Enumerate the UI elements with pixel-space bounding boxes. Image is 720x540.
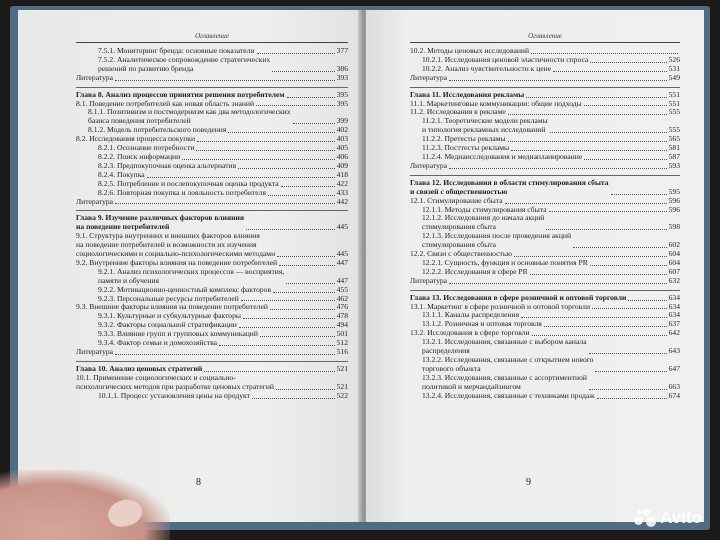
toc-entry-title: Глава 13. Исследования в сфере розничной и оптовой торговли: [410, 292, 627, 302]
toc-entry-title: Литература: [76, 72, 114, 82]
toc-entry-title: Глава 8. Анализ процессов принятия решения потребителем: [76, 89, 285, 99]
leader-dots: [281, 186, 335, 187]
toc-entry-title: 8.1. Поведение потребителей как новая область знаний: [76, 98, 255, 108]
toc-page-number: 478: [336, 311, 348, 321]
toc-entry: [410, 338, 680, 356]
toc-page-number: 447: [336, 275, 348, 285]
toc-entry: [410, 117, 680, 135]
toc-page-number: 634: [668, 301, 680, 311]
toc-entry-title: 13.1.1. Каналы распределения: [422, 310, 520, 320]
toc-page-number: 642: [668, 328, 680, 338]
toc-entry-title: 9.3. Внешние факторы влияния на поведение потребителей: [76, 302, 268, 312]
toc-entry: [76, 108, 348, 126]
toc-page-number: 593: [668, 160, 680, 170]
toc-page-number: 445: [336, 222, 348, 232]
toc-entry-title: 8.2. Исследования процесса покупки: [76, 134, 196, 144]
toc-entry: [410, 268, 680, 277]
toc-page-number: 494: [336, 320, 348, 330]
toc-entry: [410, 162, 680, 171]
leader-dots: [526, 97, 666, 98]
leader-dots: [287, 97, 335, 98]
leader-dots: [197, 141, 335, 142]
toc-page-number: 555: [668, 107, 680, 117]
toc-entry-title: 12.2. Связи с общественностью: [410, 249, 512, 259]
toc-page-number: 406: [336, 151, 348, 161]
toc-entry: [76, 339, 348, 348]
leader-dots: [521, 317, 667, 318]
toc-page-number: 377: [336, 46, 348, 55]
toc-page-number: 442: [336, 196, 348, 206]
toc-page-number: 565: [668, 134, 680, 144]
toc-entry-title: Глава 9. Изучение различных факторов влияния на поведение потребителей: [76, 213, 244, 232]
toc-page-number: 604: [668, 249, 680, 259]
toc-page-number: 551: [668, 98, 680, 108]
section-divider: [76, 210, 348, 211]
toc-entry-title: 8.1.2. Модель потребительского поведения: [88, 125, 227, 135]
toc-entry: [410, 277, 680, 286]
toc-entry-title: 13.2.1. Исследования, связанные с выбором канала распределения: [422, 337, 587, 356]
right-page: [366, 10, 704, 522]
leader-dots: [590, 62, 666, 63]
leader-dots: [293, 123, 335, 124]
leader-dots: [239, 327, 335, 328]
toc-entry-title: 9.2. Внутренние факторы влияния на поведение потребителей: [76, 257, 278, 267]
page-number: 9: [526, 477, 531, 488]
toc-entry: [410, 65, 680, 74]
toc-page-number: 647: [668, 363, 680, 373]
leader-dots: [530, 274, 667, 275]
toc-entry-title: 11.2. Исследования в рекламе: [410, 107, 506, 117]
toc-entry: [410, 356, 680, 374]
leader-dots: [243, 318, 335, 319]
toc-entry-title: Глава 10. Анализ ценовых стратегий: [76, 363, 203, 373]
toc-page-number: 501: [336, 329, 348, 339]
toc-entry-title: Литература: [76, 196, 114, 206]
toc-list: [76, 47, 348, 401]
toc-entry-title: 13.1. Маркетинг в сфере розничной и оптовой торговли: [410, 301, 591, 311]
toc-entry-title: 13.2. Исследования в сфере торговли: [410, 328, 530, 338]
leader-dots: [595, 371, 666, 372]
leader-dots: [115, 354, 335, 355]
toc-entry: [76, 56, 348, 74]
toc-page-number: 602: [668, 240, 680, 250]
leader-dots: [257, 53, 335, 54]
watermark: [634, 508, 702, 528]
leader-dots: [268, 195, 335, 196]
section-divider: [410, 87, 680, 88]
leader-dots: [270, 309, 335, 310]
leader-dots: [589, 353, 667, 354]
toc-entry-title: 9.1. Структура внутренних и внешних факторов влияния на поведение потребителей и возможности их изучения социологическими и социально-психологическими методами: [76, 231, 276, 259]
toc-entry: [76, 392, 348, 401]
toc-page-number: 531: [668, 63, 680, 73]
leader-dots: [273, 292, 335, 293]
leader-dots: [228, 132, 334, 133]
toc-entry-title: 12.1.3. Исследования после проведения акций стимулирования сбыта: [422, 231, 572, 250]
toc-chapter-heading: [76, 214, 348, 232]
toc-page-number: 403: [336, 134, 348, 144]
toc-entry-title: 12.2.2. Исследования в сфере PR: [422, 266, 528, 276]
toc-entry-title: 8.2.1. Осознание потребности: [98, 143, 195, 153]
toc-entry-title: 11.2.1. Теоретические модели рекламы и типология рекламных исследований: [422, 116, 548, 135]
leader-dots: [544, 326, 667, 327]
toc-entry: [76, 189, 348, 198]
toc-page-number: 551: [668, 89, 680, 99]
leader-dots: [573, 247, 667, 248]
running-head: Оглавление: [410, 32, 680, 43]
toc-page-number: 422: [336, 178, 348, 188]
toc-entry-title: 8.1.1. Позитивизм и постмодернизм как два методологических базиса поведения потребителей: [88, 107, 291, 126]
toc-entry: [76, 268, 348, 286]
toc-entry: [76, 348, 348, 357]
leader-dots: [505, 203, 667, 204]
toc-entry-title: 8.2.3. Предпокупочная оценка альтернатив: [98, 160, 237, 170]
toc-entry-title: 9.2.3. Персональные ресурсы потребителей: [98, 293, 239, 303]
leader-dots: [514, 256, 667, 257]
toc-page-number: 521: [336, 381, 348, 391]
toc-page-number: 674: [668, 390, 680, 400]
toc-entry-title: 10.2.2. Анализ чувствительности к цене: [422, 63, 552, 73]
toc-entry-title: 12.1. Стимулирование сбыта: [410, 195, 503, 205]
section-divider: [410, 290, 680, 291]
toc-page-number: 395: [336, 98, 348, 108]
leader-dots: [546, 229, 666, 230]
leader-dots: [276, 389, 335, 390]
toc-page-number: 409: [336, 160, 348, 170]
toc-entry: [76, 232, 348, 259]
leader-dots: [550, 132, 667, 133]
toc-page-number: 405: [336, 143, 348, 153]
toc-entry-title: 9.3.4. Фактор семьи и домохозяйства: [98, 338, 218, 348]
toc-entry-title: 10.1. Применение социологических и социально- психологических методов при разработке ценовых стратегий: [76, 372, 274, 391]
toc-page-number: 607: [668, 266, 680, 276]
toc-entry-title: 11.2.2. Претесты рекламы: [422, 134, 506, 144]
leader-dots: [279, 265, 334, 266]
running-head: Оглавление: [76, 32, 348, 43]
finger: [0, 470, 170, 540]
toc-entry-title: 9.2.2. Мотивационно-ценностный комплекс факторов: [98, 284, 272, 294]
toc-page-number: 526: [668, 54, 680, 64]
leader-dots: [508, 114, 667, 115]
leader-dots: [182, 159, 334, 160]
toc-page-number: 555: [668, 125, 680, 135]
left-page: [18, 10, 362, 522]
toc-entry-title: 9.3.1. Культурные и субкультурные факторы: [98, 311, 241, 321]
toc-entry-title: 11.1. Маркетинговые коммуникации: общие подходы: [410, 98, 582, 108]
leader-dots: [628, 300, 666, 301]
toc-page-number: 596: [668, 195, 680, 205]
toc-entry-title: Глава 12. Исследования в области стимулирования сбыта и связей с общественностью: [410, 177, 609, 196]
leader-dots: [531, 53, 678, 54]
leader-dots: [597, 398, 667, 399]
toc-page-number: 663: [668, 381, 680, 391]
toc-page-number: 634: [668, 292, 680, 302]
toc-entry-title: 13.2.4. Исследования, связанные с техниками продаж: [422, 390, 595, 400]
page-number: 8: [196, 477, 201, 488]
toc-page-number: 598: [668, 222, 680, 232]
toc-page-number: 402: [336, 125, 348, 135]
toc-page-number: 433: [336, 187, 348, 197]
leader-dots: [589, 389, 667, 390]
toc-entry-title: Литература: [410, 160, 448, 170]
toc-entry: [410, 232, 680, 250]
leader-dots: [241, 300, 335, 301]
toc-entry: [410, 214, 680, 232]
toc-page-number: 512: [336, 338, 348, 348]
toc-entry: [76, 374, 348, 392]
leader-dots: [272, 71, 334, 72]
toc-entry: [410, 374, 680, 392]
toc-page-number: 587: [668, 151, 680, 161]
toc-page-number: 549: [668, 72, 680, 82]
leader-dots: [592, 308, 667, 309]
toc-entry-title: Литература: [76, 347, 114, 356]
toc-page-number: 462: [336, 293, 348, 303]
toc-entry-title: 12.1.2. Исследования до начала акций стимулирования сбыта: [422, 213, 545, 232]
toc-entry-title: Глава 11. Исследования рекламы: [410, 89, 525, 99]
toc-page-number: 595: [668, 186, 680, 196]
leader-dots: [590, 265, 667, 266]
avito-dots-icon: [634, 509, 656, 527]
toc-entry-title: 9.3.3. Влияние групп и групповых коммуникаций: [98, 329, 258, 339]
toc-page-number: 445: [336, 249, 348, 259]
toc-entry: [410, 392, 680, 401]
toc-list: [410, 47, 680, 401]
toc-entry: [410, 74, 680, 83]
toc-page-number: 521: [336, 363, 348, 373]
toc-page-number: 476: [336, 302, 348, 312]
toc-entry: [76, 74, 348, 83]
toc-page-number: 637: [668, 319, 680, 329]
leader-dots: [449, 283, 667, 284]
toc-entry: [410, 153, 680, 162]
leader-dots: [115, 80, 335, 81]
toc-entry-title: 10.2.1. Исследования ценовой эластичности спроса: [422, 54, 589, 64]
toc-entry-title: 13.2.3. Исследования, связанные с ассортиментной политикой и мерчандайзингом: [422, 372, 587, 391]
leader-dots: [246, 229, 335, 230]
toc-entry-title: 9.2.1. Анализ психологических процессов — восприятия, памяти и обучения: [98, 266, 285, 285]
toc-chapter-heading: [410, 179, 680, 197]
toc-page-number: 455: [336, 284, 348, 294]
section-divider: [410, 175, 680, 176]
toc-entry-title: 12.2.1. Сущность, функция и основные понятия PR: [422, 257, 588, 267]
leader-dots: [553, 71, 666, 72]
toc-entry-title: 12.1.1. Методы стимулирования сбыта: [422, 204, 547, 214]
leader-dots: [252, 398, 335, 399]
leader-dots: [584, 105, 667, 106]
toc-page-number: 399: [336, 116, 348, 126]
toc-page-number: 447: [336, 257, 348, 267]
toc-entry-title: 8.2.6. Повторная покупка и лояльность потребителя: [98, 187, 266, 197]
toc-page-number: 634: [668, 310, 680, 320]
toc-entry: [76, 198, 348, 207]
toc-entry-title: 7.5.1. Мониторинг бренда: основные показатели: [98, 46, 255, 55]
leader-dots: [147, 177, 335, 178]
leader-dots: [449, 168, 667, 169]
section-divider: [76, 87, 348, 88]
leader-dots: [277, 256, 334, 257]
leader-dots: [204, 371, 334, 372]
leader-dots: [196, 150, 334, 151]
section-divider: [76, 361, 348, 362]
leader-dots: [260, 336, 335, 337]
leader-dots: [508, 141, 667, 142]
toc-page-number: 632: [668, 275, 680, 285]
leader-dots: [532, 335, 667, 336]
leader-dots: [115, 203, 335, 204]
toc-entry-title: 13.1.2. Розничная и оптовая торговля: [422, 319, 542, 329]
leader-dots: [238, 168, 334, 169]
toc-page-number: 643: [668, 346, 680, 356]
toc-page-number: 386: [336, 63, 348, 73]
toc-entry-title: 8.2.2. Поиск информации: [98, 151, 181, 161]
toc-page-number: 581: [668, 143, 680, 153]
toc-entry-title: 13.2.2. Исследования, связанные с открытием нового торгового объекта: [422, 355, 594, 373]
toc-page-number: 418: [336, 169, 348, 179]
leader-dots: [219, 345, 335, 346]
toc-page-number: 395: [336, 89, 348, 99]
toc-entry-title: 10.1.1. Процесс установления цены на продукт: [98, 390, 250, 400]
leader-dots: [549, 211, 667, 212]
toc-entry-title: 7.5.2. Аналитическое сопровождение стратегических решений по развитию бренда: [98, 54, 271, 73]
toc-entry-title: 9.3.2. Факторы социальной стратификации: [98, 320, 237, 330]
toc-page-number: 604: [668, 257, 680, 267]
toc-entry-title: 8.2.5. Потребление и послепокупочная оценка продукта: [98, 178, 279, 188]
toc-entry-title: 10.2. Методы ценовых исследований: [410, 46, 530, 55]
leader-dots: [256, 105, 335, 106]
toc-entry-title: 11.2.3. Посттесты рекламы: [422, 143, 510, 153]
leader-dots: [611, 194, 667, 195]
toc-page-number: 596: [668, 204, 680, 214]
toc-entry-title: 8.2.4. Покупка: [98, 169, 145, 179]
toc-page-number: 522: [336, 390, 348, 400]
toc-page-number: 393: [336, 72, 348, 82]
toc-entry-title: Литература: [410, 72, 448, 82]
watermark-text: Avito: [660, 508, 702, 527]
toc-page-number: 516: [336, 347, 348, 356]
leader-dots: [511, 150, 666, 151]
toc-entry-title: 11.2.4. Медиаисследования и медиапланирование: [422, 151, 583, 161]
leader-dots: [449, 80, 667, 81]
leader-dots: [584, 159, 666, 160]
toc-entry-title: Литература: [410, 275, 448, 285]
leader-dots: [286, 283, 334, 284]
